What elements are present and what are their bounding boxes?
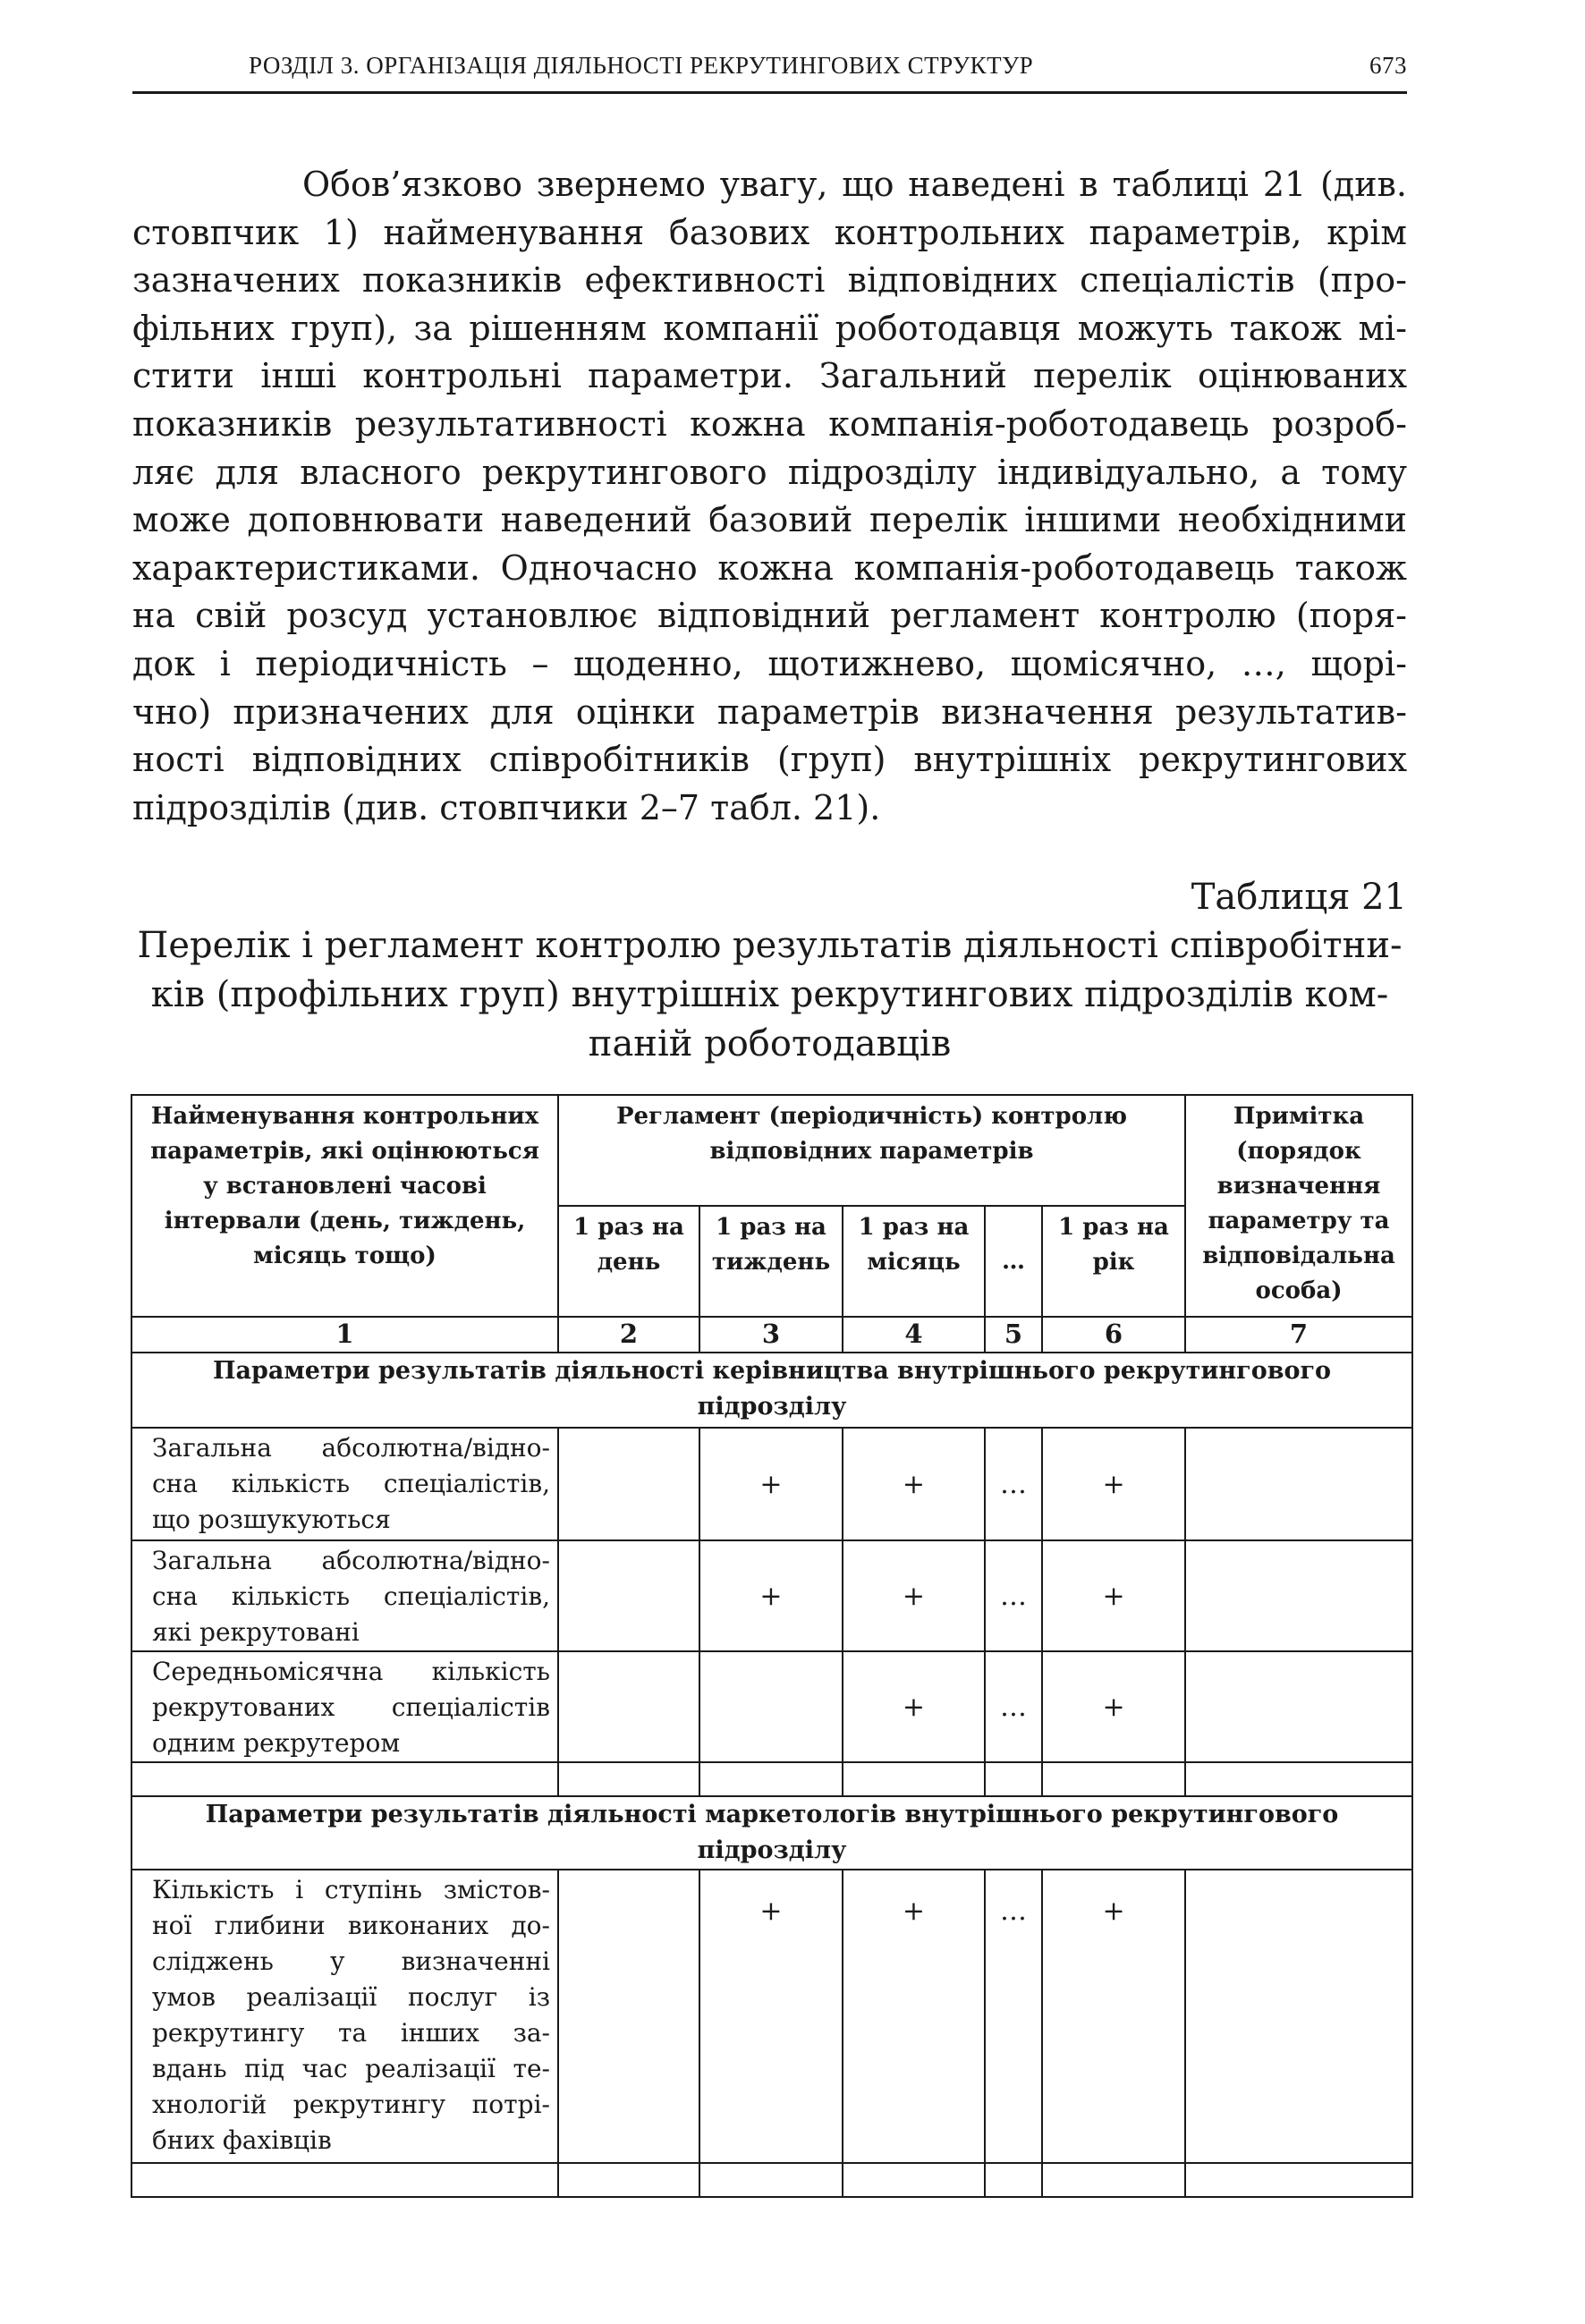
parameter-cell [131,1428,558,1540]
paragraph-line: зазначених показників ефективності відповідних спеціалістів (про- [132,260,1407,301]
parameter-line: Кількість і ступінь змістов- [152,1875,550,1904]
schedule-mark-daily [558,1870,699,2163]
schedule-mark-ellipsis: … [985,1540,1042,1651]
parameter-cell [131,1540,558,1651]
column-number: 2 [558,1317,699,1353]
schedule-mark-weekly: + [699,1540,843,1651]
schedule-mark-monthly: + [843,1651,985,1762]
table-row [131,1870,1412,2163]
schedule-mark-monthly: + [843,1428,985,1540]
note-cell [1185,1651,1412,1762]
parameter-line: вдань під час реалізації те- [152,2054,550,2083]
header-ellipsis: … [985,1206,1042,1317]
column-number-row [131,1317,1412,1353]
column-number: 3 [699,1317,843,1353]
parameter-line: хнологій рекрутингу потрі- [152,2090,550,2119]
running-header [132,47,1407,94]
body-paragraph [132,161,1407,832]
column-number: 1 [131,1317,558,1353]
table-title [132,921,1407,1069]
parameter-line: які рекрутовані [152,1617,360,1647]
column-number: 4 [843,1317,985,1353]
parameter-line: Середньомісячна кількість [152,1657,550,1686]
table-title-line: ків (профільних груп) внутрішніх рекрутингових підрозділів ком- [150,974,1389,1015]
parameter-line: що розшукуються [152,1505,391,1534]
note-cell [1185,1540,1412,1651]
schedule-mark-daily [558,1428,699,1540]
parameter-line: умов реалізації послуг із [152,1982,550,2012]
column-number: 7 [1185,1317,1412,1353]
column-number: 5 [985,1317,1042,1353]
section-title: Параметри результатів діяльності маркетологів внутрішнього рекрутингового підрозділу [131,1796,1412,1870]
paragraph-line: характеристиками. Одночасно кожна компанія-роботодавець також [132,547,1407,588]
schedule-mark-yearly: + [1042,1428,1185,1540]
paragraph-line: підрозділів (див. стовпчики 2–7 табл. 21). [132,787,881,827]
note-cell [1185,1428,1412,1540]
table-label: Таблиця 21 [1191,877,1407,918]
parameter-line: сліджень у визначенні [152,1947,550,1976]
table-title-line: Перелік і регламент контролю результатів діяльності співробітни- [137,925,1403,966]
header-parameter-name: Найменування контрольних параметрів, які оцінюються у встановлені часові інтервали (день, тиждень, місяць тощо) [131,1095,558,1317]
header-weekly: 1 раз на тиждень [699,1206,843,1317]
header-daily: 1 раз на день [558,1206,699,1317]
schedule-mark-yearly: + [1042,1651,1185,1762]
paragraph-line: ності відповідних співробітників (груп) внутрішніх рекрутингових [132,740,1407,780]
schedule-mark-ellipsis: … [985,1870,1042,2163]
section-row [131,1796,1412,1870]
table-row [131,1651,1412,1762]
table-header-row [131,1095,1412,1206]
header-monthly: 1 раз на місяць [843,1206,985,1317]
parameter-cell [131,1651,558,1762]
paragraph-line: Обов’язково звернемо увагу, що наведені в таблиці 21 (див. [302,165,1407,204]
paragraph-line: ляє для власного рекрутингового підрозділу індивідуально, а тому [132,452,1407,492]
paragraph-line: фільних груп), за рішенням компанії роботодавця можуть також мі- [132,308,1407,348]
parameter-line: Загальна абсолютна/відно- [152,1433,550,1463]
schedule-mark-daily [558,1651,699,1762]
chapter-title: РОЗДІЛ 3. ОРГАНІЗАЦІЯ ДІЯЛЬНОСТІ РЕКРУТИНГОВИХ СТРУКТУР [249,52,1034,79]
paragraph-line: стовпчик 1) найменування базових контрольних параметрів, крім [132,212,1407,252]
section-title: Параметри результатів діяльності керівництва внутрішнього рекрутингового підрозділу [131,1353,1412,1428]
header-schedule-group: Регламент (періодичність) контролю відповідних параметрів [558,1095,1185,1206]
parameter-line: сна кількість спеціалістів, [152,1469,550,1498]
schedule-mark-yearly: + [1042,1870,1185,2163]
empty-row [131,2163,1412,2197]
schedule-mark-monthly: + [843,1870,985,2163]
table-row [131,1428,1412,1540]
note-cell [1185,1870,1412,2163]
schedule-mark-weekly: + [699,1870,843,2163]
parameter-line: одним рекрутером [152,1728,401,1758]
header-note: Примітка (порядок визначення параметру та відповідальна особа) [1185,1095,1412,1317]
schedule-mark-yearly: + [1042,1540,1185,1651]
schedule-mark-monthly: + [843,1540,985,1651]
data-table [131,1094,1413,2198]
header-yearly: 1 раз на рік [1042,1206,1185,1317]
schedule-mark-weekly [699,1651,843,1762]
paragraph-line: показників результативності кожна компанія-роботодавець розроб- [132,403,1407,444]
column-number: 6 [1042,1317,1185,1353]
parameter-line: рекрутованих спеціалістів [152,1692,550,1722]
paragraph-line: стити інші контрольні параметри. Загальний перелік оцінюваних [132,356,1407,396]
paragraph-line: може доповнювати наведений базовий перелік іншими необхідними [132,500,1407,540]
section-row [131,1353,1412,1428]
paragraph-line: чно) призначених для оцінки параметрів визначення результатив- [132,691,1407,732]
page-number: 673 [1369,52,1407,79]
empty-row [131,1762,1412,1796]
parameter-line: рекрутингу та інших за- [152,2018,550,2048]
schedule-mark-ellipsis: … [985,1651,1042,1762]
paragraph-line: док і періодичність – щоденно, щотижнево, щомісячно, …, щорі- [132,643,1407,683]
schedule-mark-daily [558,1540,699,1651]
parameter-line: ної глибини виконаних до- [152,1911,550,1940]
parameter-cell [131,1870,558,2163]
paragraph-line: на свій розсуд установлює відповідний регламент контролю (поря- [132,596,1407,636]
control-table [131,1094,1411,2198]
table-title-line: паній роботодавців [588,1023,952,1064]
schedule-mark-weekly: + [699,1428,843,1540]
table-row [131,1540,1412,1651]
parameter-line: Загальна абсолютна/відно- [152,1546,550,1575]
parameter-line: сна кількість спеціалістів, [152,1582,550,1611]
parameter-line: бних фахівців [152,2125,332,2155]
schedule-mark-ellipsis: … [985,1428,1042,1540]
